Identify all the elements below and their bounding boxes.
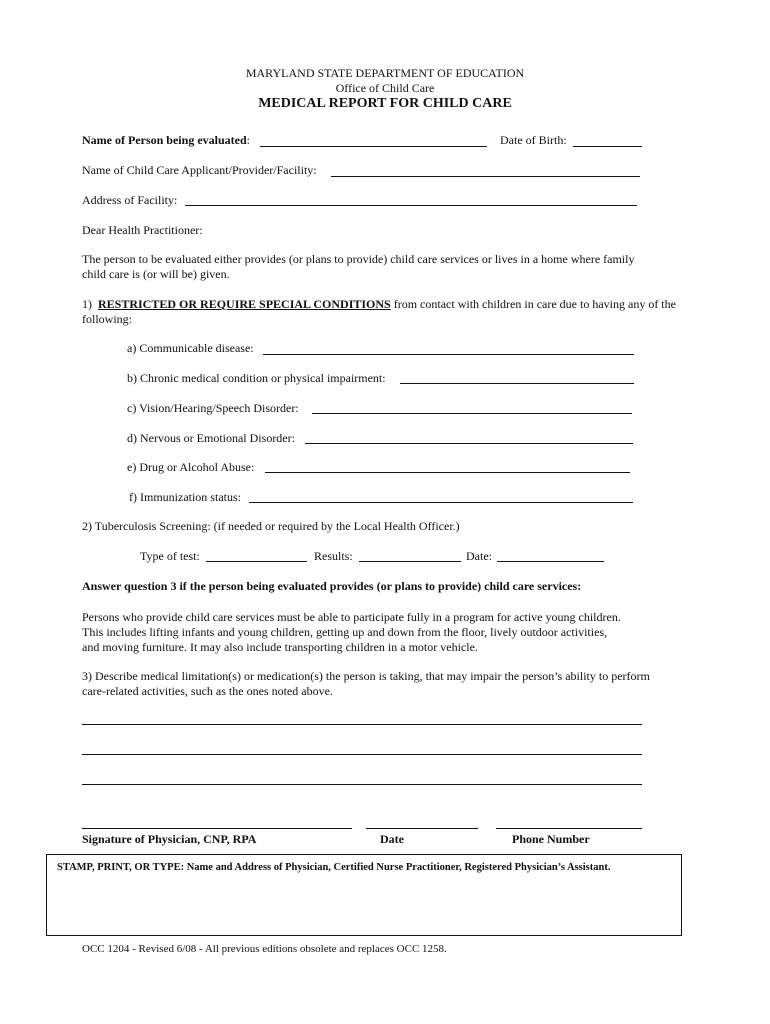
question-3-instruction: Answer question 3 if the person being evaluated provides (or plans to provide) child care services: bbox=[82, 579, 582, 593]
signature-date-label: Date bbox=[380, 832, 404, 846]
signature-label: Signature of Physician, CNP, RPA bbox=[82, 832, 257, 846]
item-communicable-field[interactable] bbox=[263, 354, 634, 355]
item-nervous-field[interactable] bbox=[305, 443, 633, 444]
signature-field[interactable] bbox=[82, 828, 352, 829]
tb-type-field[interactable] bbox=[206, 561, 307, 562]
office-name: Office of Child Care bbox=[335, 81, 435, 95]
tb-results-label: Results: bbox=[314, 549, 353, 563]
intro-paragraph: The person to be evaluated either provides (or plans to provide) child care services or lives in a home where family child care is (or will be) given. bbox=[82, 252, 635, 281]
answer-line-3[interactable] bbox=[82, 784, 642, 785]
item-vision-field[interactable] bbox=[312, 413, 632, 414]
phone-label: Phone Number bbox=[512, 832, 590, 846]
item-nervous-label: d) Nervous or Emotional Disorder: bbox=[127, 431, 295, 445]
question-1: 1) RESTRICTED OR REQUIRE SPECIAL CONDITIONS from contact with children in care due to having any of the following: bbox=[82, 297, 676, 326]
requirements-line-3: and moving furniture. It may also include transporting children in a motor vehicle. bbox=[82, 640, 478, 654]
phone-field[interactable] bbox=[496, 828, 642, 829]
question-1-heading: RESTRICTED OR REQUIRE SPECIAL CONDITIONS bbox=[98, 297, 391, 311]
address-label: Address of Facility: bbox=[82, 193, 178, 207]
item-drug-label: e) Drug or Alcohol Abuse: bbox=[127, 460, 255, 474]
requirements-line-1: Persons who provide child care services must be able to participate fully in a program for active young children. bbox=[82, 610, 621, 624]
agency-name: MARYLAND STATE DEPARTMENT OF EDUCATION bbox=[245, 66, 525, 80]
question-3-line-1: 3) Describe medical limitation(s) or medication(s) the person is taking, that may impair the person’s ability to perform bbox=[82, 669, 650, 683]
requirements-line-2: This includes lifting infants and young children, getting up and down from the floor, lively outdoor activities, bbox=[82, 625, 608, 639]
signature-date-field[interactable] bbox=[366, 828, 478, 829]
page-title: MEDICAL REPORT FOR CHILD CARE bbox=[258, 96, 512, 111]
answer-line-1[interactable] bbox=[82, 724, 642, 725]
form-footer: OCC 1204 - Revised 6/08 - All previous editions obsolete and replaces OCC 1258. bbox=[82, 943, 447, 955]
stamp-instructions: STAMP, PRINT, OR TYPE: Name and Address of Physician, Certified Nurse Practitioner, Registered Physician’s Assistant. bbox=[57, 862, 611, 873]
tb-date-label: Date: bbox=[466, 549, 492, 563]
tb-date-field[interactable] bbox=[497, 561, 604, 562]
tb-results-field[interactable] bbox=[359, 561, 461, 562]
person-name-field[interactable] bbox=[260, 146, 487, 147]
item-chronic-label: b) Chronic medical condition or physical impairment: bbox=[127, 371, 386, 385]
tb-type-label: Type of test: bbox=[140, 549, 200, 563]
applicant-field[interactable] bbox=[331, 176, 640, 177]
person-name-label: Name of Person being evaluated: bbox=[82, 133, 250, 147]
item-vision-label: c) Vision/Hearing/Speech Disorder: bbox=[127, 401, 299, 415]
item-chronic-field[interactable] bbox=[400, 383, 634, 384]
dob-field[interactable] bbox=[573, 146, 642, 147]
item-communicable-label: a) Communicable disease: bbox=[127, 341, 254, 355]
dob-label: Date of Birth: bbox=[500, 133, 567, 147]
question-3-line-2: care-related activities, such as the ones noted above. bbox=[82, 684, 333, 698]
address-field[interactable] bbox=[185, 205, 637, 206]
applicant-label: Name of Child Care Applicant/Provider/Facility: bbox=[82, 163, 317, 177]
item-immunization-label: f) Immunization status: bbox=[129, 490, 241, 504]
question-2: 2) Tuberculosis Screening: (if needed or required by the Local Health Officer.) bbox=[82, 519, 460, 533]
answer-line-2[interactable] bbox=[82, 754, 642, 755]
stamp-box[interactable] bbox=[46, 854, 682, 936]
item-drug-field[interactable] bbox=[265, 472, 630, 473]
item-immunization-field[interactable] bbox=[249, 502, 633, 503]
salutation: Dear Health Practitioner: bbox=[82, 223, 203, 237]
